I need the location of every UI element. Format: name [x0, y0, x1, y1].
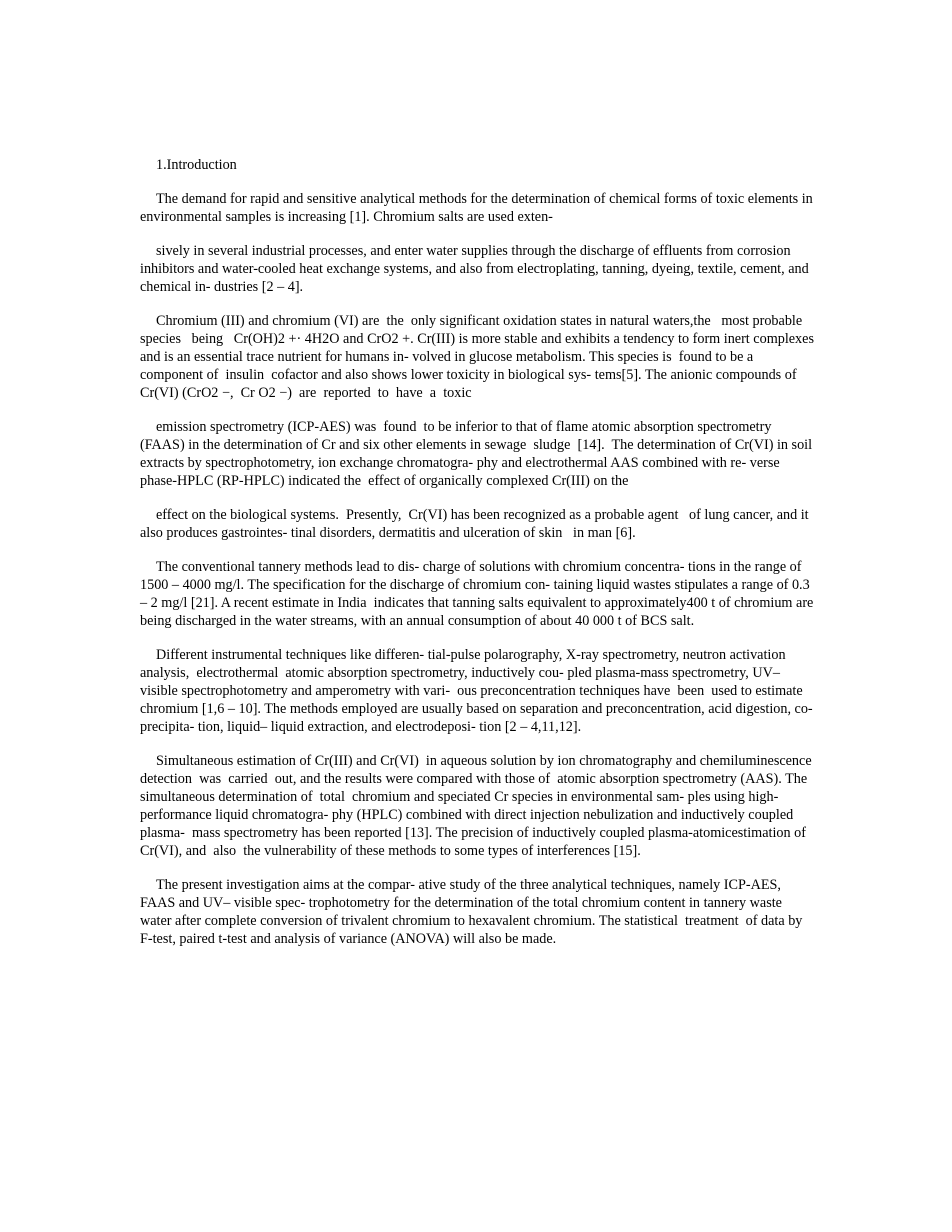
- paragraph-4: emission spectrometry (ICP-AES) was found to be inferior to that of flame atomic absorption spectrometry (FAAS) in the determination of Cr and six other elements in sewage sludge [14]. The determination of Cr(VI) in soil extracts by spectrophotometry, ion exchange chromatogra- phy and electrothermal AAS combined with re- verse phase-HPLC (RP-HPLC) indicated the effect of organically complexed Cr(III) on the: [140, 419, 816, 489]
- document-page: [140, 156, 818, 964]
- paragraph-6: The conventional tannery methods lead to dis- charge of solutions with chromium concentra- tions in the range of 1500 – 4000 mg/l. The specification for the discharge of chromium con- taining liquid wastes stipulates a range of 0.3 – 2 mg/l [21]. A recent estimate in India indicates that tanning salts equivalent to approximately400 t of chromium are being discharged in the water streams, with an annual consumption of about 40 000 t of BCS salt.: [140, 559, 817, 629]
- paragraph-7: Different instrumental techniques like differen- tial-pulse polarography, X-ray spectrometry, neutron activation analysis, electrothermal atomic absorption spectrometry, inductively cou- pled plasma-mass spectrometry, UV– visible spectrophotometry and amperometry with vari- ous preconcentration techniques have been used to estimate chromium [1,6 – 10]. The methods employed are usually based on separation and preconcentration, acid digestion, co-precipita- tion, liquid– liquid extraction, and electrodeposi- tion [2 – 4,11,12].: [140, 647, 813, 735]
- paragraph-5: effect on the biological systems. Presently, Cr(VI) has been recognized as a probable agent of lung cancer, and it also produces gastrointes- tinal disorders, dermatitis and ulceration of skin in man [6].: [140, 507, 813, 541]
- paragraph-8: Simultaneous estimation of Cr(III) and Cr(VI) in aqueous solution by ion chromatography and chemiluminescence detection was carried out, and the results were compared with those of atomic absorption spectrometry (AAS). The simultaneous determination of total chromium and speciated Cr species in environmental sam- ples using high-performance liquid chromatogra- phy (HPLC) combined with direct injection nebulization and inductively coupled plasma- mass spectrometry has been reported [13]. The precision of inductively coupled plasma-atomicestimation of Cr(VI), and also the vulnerability of these methods to some types of interferences [15].: [140, 753, 816, 859]
- paragraph-3: Chromium (III) and chromium (VI) are the only significant oxidation states in natural waters,the most probable species being Cr(OH)2 +· 4H2O and CrO2 +. Cr(III) is more stable and exhibits a tendency to form inert complexes and is an essential trace nutrient for humans in- volved in glucose metabolism. This species is found to be a component of insulin cofactor and also shows lower toxicity in biological sys- tems[5]. The anionic compounds of Cr(VI) (CrO2 −, Cr O2 −) are reported to have a toxic: [140, 313, 818, 401]
- paragraph-2: sively in several industrial processes, and enter water supplies through the discharge of effluents from corrosion inhibitors and water-cooled heat exchange systems, and also from electroplating, tanning, dyeing, textile, cement, and chemical in- dustries [2 – 4].: [140, 243, 813, 295]
- section-heading: 1.Introduction: [156, 157, 237, 173]
- paragraph-9: The present investigation aims at the compar- ative study of the three analytical techniques, namely ICP-AES, FAAS and UV– visible spec- trophotometry for the determination of the total chromium content in tannery waste water after complete conversion of trivalent chromium to hexavalent chromium. The statistical treatment of data by F-test, paired t-test and analysis of variance (ANOVA) will also be made.: [140, 877, 806, 947]
- paragraph-1: The demand for rapid and sensitive analytical methods for the determination of chemical forms of toxic elements in environmental samples is increasing [1]. Chromium salts are used exten-: [140, 191, 817, 225]
